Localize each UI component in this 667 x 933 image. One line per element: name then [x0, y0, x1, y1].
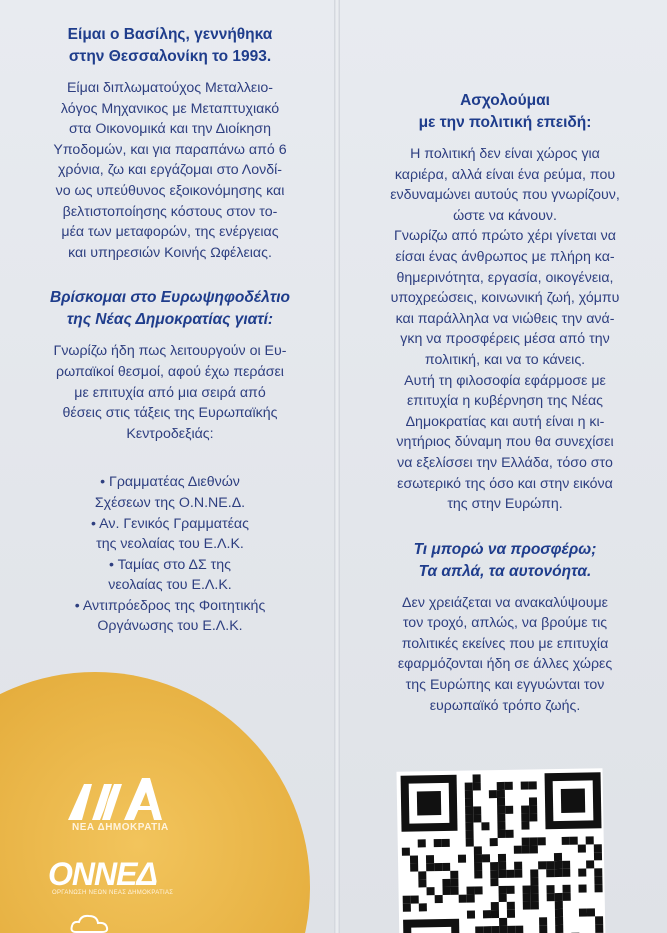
list-item: • Ταμίας στο ΔΣ της νεολαίας του Ε.Λ.Κ. [108, 556, 232, 594]
nd-logo-text: ΝΕΑ ΔΗΜΟΚΡΑΤΙΑ [72, 822, 169, 833]
list-item: • Αντιπρόεδρος της Φοιτητικής Οργάνωσης του Ε.Λ.Κ. [74, 597, 266, 635]
intro-body: Είμαι διπλωματούχος Μεταλλειο- λόγος Μηχανικος με Μεταπτυχιακό στα Οικονομικά και την Διοίκηση Υποδομών, και για παραπάνω από 6 χρόνια, ζω και εργάζομαι στο Λονδί- νο ως υπεύθυνος εξοικονόμησης και βελτιστοποίησης κόστους στον το- μέα των μεταφορών, της ενέργειας και υπηρεσιών Κοινής Ωφέλειας. [53, 80, 287, 261]
politics-body: Η πολιτική δεν είναι χώρος για καριέρα, αλλά είναι ένα ρεύμα, που ενδυναμώνει αυτούς που γνωρίζουν, ώστε να κάνουν. Γνωρίζω από πρώτο χέρι γίνεται να είσαι ένας άνθρωπος με πλήρη κα- θημερινότητα, εργασία, οικογένεια, υποχρεώσεις, κοινωνική ζωή, χόμπυ και παράλληλα να νιώθεις την ανά- γκη να προσφέρεις μέσα από την πολιτική, και να το κάνεις. Αυτή τη φιλοσοφία εφάρμοσε με επιτυχία η κυβέρνηση της Νέας Δημοκρατίας και αυτή είναι η κι- νητήριος δύναμη που θα συνεχίσει να εξελίσσει την Ελλάδα, τόσο στο εσωτερικό της όσο και στην εικόνα της στην Ευρώπη. [390, 146, 620, 513]
left-column [14, 24, 326, 637]
offer-heading: Τι μπορώ να προσφέρω; Τα απλά, τα αυτονόητα. [413, 540, 597, 580]
intro-heading: Είμαι ο Βασίλης, γεννήθηκα στην Θεσσαλονίκη το 1993. [67, 26, 273, 65]
onned-logo-subtitle: ΟΡΓΑΝΩΣΗ ΝΕΩΝ ΝΕΑΣ ΔΗΜΟΚΡΑΤΙΑΣ [52, 890, 174, 896]
qr-code-icon [396, 768, 605, 933]
euro-body: Γνωρίζω ήδη πως λειτουργούν οι Ευ- ρωπαϊκοί θεσμοί, αφού έχω περάσει με επιτυχία από μια σειρά από θέσεις στις τάξεις της Ευρωπαϊκής Κεντροδεξιάς: [53, 343, 287, 442]
fold-divider [334, 0, 340, 933]
euro-heading: Βρίσκομαι στο Ευρωψηφοδέλτιο της Νέας Δημοκρατίας γιατί: [49, 289, 291, 329]
list-item: • Γραμματέας Διεθνών Σχέσεων της Ο.Ν.ΝΕ.Δ. [94, 474, 246, 511]
cloud-logo-icon [70, 912, 110, 933]
right-column [346, 90, 664, 716]
positions-list [14, 472, 326, 637]
offer-body: Δεν χρειάζεται να ανακαλύψουμε τον τροχό, απλώς, να βρούμε τις πολιτικές εκείνες που με επιτυχία εφαρμόζονται ήδη σε άλλες χώρες της Ευρώπης και εγγυώνται τον ευρωπαϊκό τρόπο ζωής. [397, 594, 613, 714]
qr-code[interactable] [396, 768, 605, 933]
politics-heading: Ασχολούμαι με την πολιτική επειδή: [418, 92, 592, 131]
list-item: • Αν. Γενικός Γραμματέας της νεολαίας του Ε.Λ.Κ. [91, 515, 249, 553]
onned-logo-text: ΟΝΝΕΔ [48, 856, 157, 892]
